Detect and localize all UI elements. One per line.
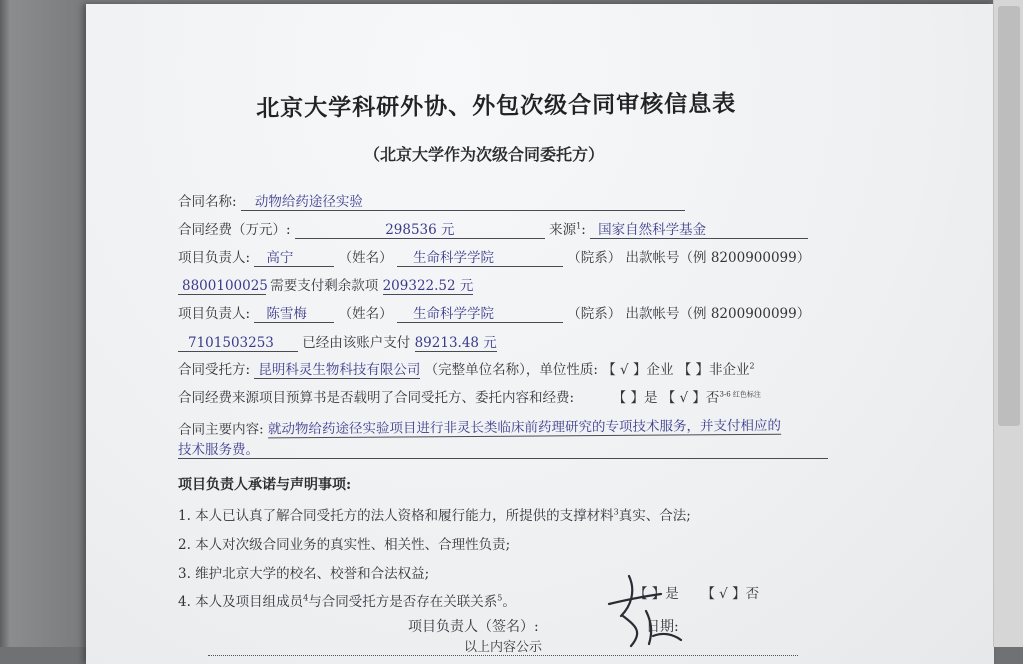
source-label: 来源 [549, 222, 577, 238]
pi2-label: 项目负责人: [178, 306, 251, 322]
document-subtitle: （北京大学作为次级合同委托方） [364, 145, 605, 164]
budget-no: 【 √ 】否 [661, 390, 720, 406]
pi1-account: 8800100025 [178, 278, 266, 295]
budget-row [178, 386, 761, 406]
pi1-remaining-value: 209322.52 元 [383, 274, 474, 295]
pi2-account: 7101503253 [178, 335, 298, 352]
contract-name-value: 动物给药途径实验 [241, 190, 685, 211]
pi2-name: 陈雪梅 [254, 302, 334, 323]
pi2-dept: 生命科学学院 [397, 302, 563, 323]
signature-label: 项目负责人（签名）: [408, 619, 539, 635]
vertical-scrollbar[interactable] [993, 0, 1023, 647]
commitment-4-mid: 与合同受托方是否存在关联关系 [308, 594, 498, 610]
source-suffix: : [581, 222, 586, 238]
related-yes: 【 】是 [634, 586, 679, 602]
budget-yes: 【 】是 [612, 390, 658, 406]
commitment-1-tail: 真实、合法; [618, 508, 691, 524]
content-line1: 就动物给药途径实验项目进行非灵长类临床前药理研究的专项技术服务，并支付相应的 [268, 414, 781, 439]
source-superscript: 1 [576, 221, 582, 231]
pi1-remaining-label: 需要支付剩余款项 [270, 278, 379, 294]
commitment-1-sup: 3 [613, 507, 619, 517]
nature-non-enterprise: 【 】非企业 [677, 362, 750, 378]
document-title: 北京大学科研外协、外包次级合同审核信息表 [256, 89, 737, 122]
pi1-dept: 生命科学学院 [397, 246, 563, 267]
pi1-dept-hint: （院系） [567, 250, 622, 266]
contract-name-row [178, 190, 685, 211]
content-line2: 技术服务费。 [178, 438, 828, 459]
pi1-name: 高宁 [254, 246, 334, 267]
scrollbar-thumb[interactable] [998, 6, 1020, 426]
pi2-dept-hint: （院系） [567, 306, 622, 322]
pi1-name-hint: （姓名） [338, 250, 393, 266]
trustee-value: 昆明科灵生物科技有限公司 [254, 358, 420, 379]
pi2-account-row [178, 331, 497, 352]
date-label: 日期: [646, 619, 679, 635]
contract-name-label: 合同名称: [178, 194, 237, 210]
budget-question: 合同经费来源项目预算书是否载明了合同受托方、委托内容和经费: [178, 390, 575, 406]
commitment-2: 2. 本人对次级合同业务的真实性、相关性、合理性负责; [178, 537, 511, 553]
budget-note: 3-6 红色标注 [719, 390, 761, 399]
trustee-row [178, 358, 755, 379]
commitment-1 [178, 504, 691, 524]
commitment-4-sup2: 5 [497, 593, 503, 603]
commitment-4-sup1: 4 [303, 593, 309, 603]
commitment-heading: 项目负责人承诺与声明事项: [178, 477, 352, 493]
handwritten-signature [591, 566, 686, 651]
pi1-row [178, 246, 810, 267]
trustee-hint: （完整单位名称），单位性质: [424, 362, 598, 378]
nature-enterprise: 【 √ 】企业 [602, 362, 674, 378]
pi2-name-hint: （姓名） [338, 306, 393, 322]
trustee-label: 合同受托方: [178, 362, 251, 378]
funds-value: 298536 元 [295, 218, 545, 239]
related-no: 【 √ 】否 [701, 586, 760, 602]
funds-label: 合同经费（万元）: [178, 222, 291, 238]
pi1-account-hint: 出款帐号（例 8200900099） [625, 250, 811, 266]
commitment-4 [178, 590, 516, 610]
public-note: 以上内容公示 [208, 636, 798, 656]
pi2-paid-label: 已经由该账户支付 [302, 335, 411, 351]
pi1-label: 项目负责人: [178, 250, 251, 266]
commitment-1-text: 1. 本人已认真了解合同受托方的法人资格和履行能力，所提供的支撑材料 [178, 508, 614, 524]
pi1-account-row [178, 274, 473, 295]
pi2-account-hint: 出款帐号（例 8200900099） [625, 306, 811, 322]
content-row [178, 414, 781, 439]
document-page [86, 4, 994, 664]
source-value: 国家自然科学基金 [590, 218, 808, 239]
commitment-3: 3. 维护北京大学的校名、校誉和合法权益; [178, 566, 430, 582]
commitment-4-text: 4. 本人及项目组成员 [178, 594, 304, 610]
content-label: 合同主要内容: [178, 421, 264, 438]
pi2-row [178, 302, 810, 323]
funds-row [178, 218, 808, 239]
commitment-4-end: 。 [502, 594, 516, 610]
content-row2 [178, 438, 828, 459]
nature-superscript: 2 [749, 361, 755, 371]
pi2-paid-value: 89213.48 元 [415, 331, 497, 352]
